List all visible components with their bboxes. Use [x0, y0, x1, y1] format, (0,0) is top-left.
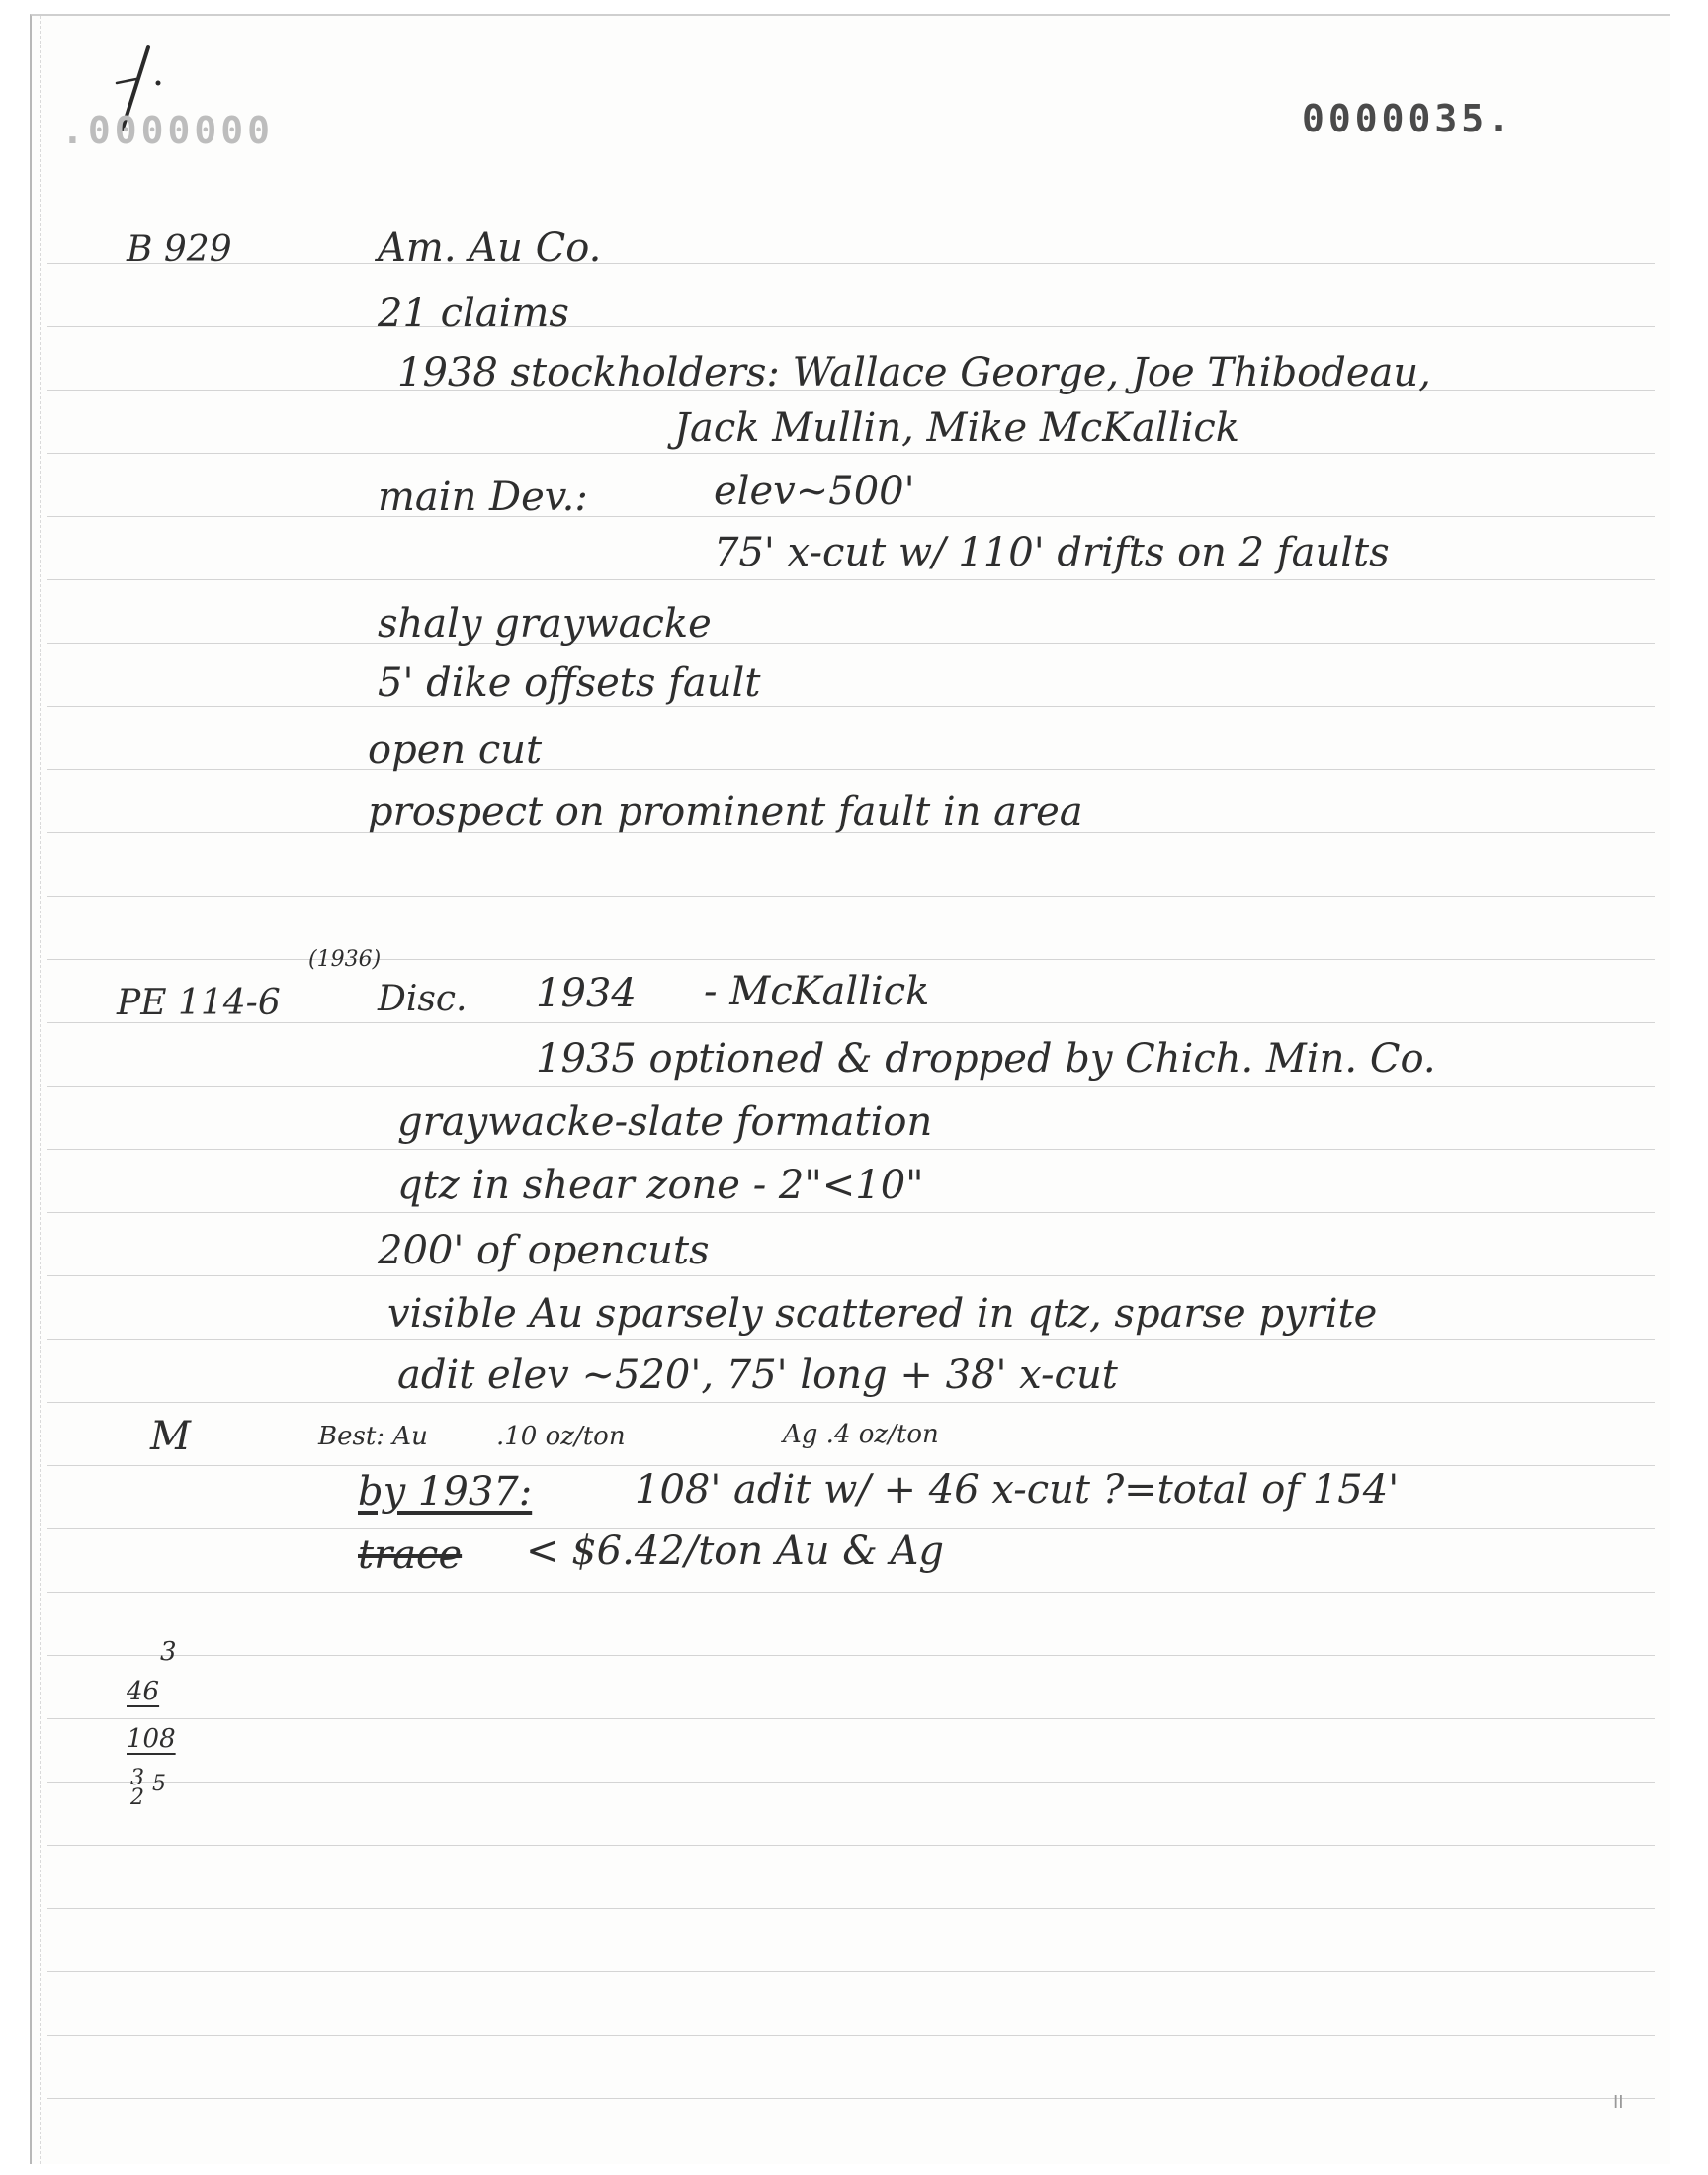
- entry2-best-ag: Ag .4 oz/ton: [783, 1420, 939, 1449]
- entry2-visible: visible Au sparsely scattered in qtz, sparse pyrite: [387, 1291, 1378, 1337]
- entry2-adit: adit elev ~520', 75' long + 38' x-cut: [397, 1352, 1118, 1398]
- scratch-46: 46: [127, 1677, 160, 1706]
- ruled-line: [47, 1022, 1655, 1023]
- ruled-line: [47, 643, 1655, 644]
- entry2-id-year: (1936): [308, 947, 382, 972]
- entry2-margin-mark: M: [150, 1414, 191, 1459]
- entry2-formation: graywacke-slate formation: [397, 1099, 933, 1145]
- ruled-line: [47, 326, 1655, 327]
- entry2-disc-by: - McKallick: [704, 969, 930, 1014]
- ruled-line: [47, 1845, 1655, 1846]
- ruled-line: [47, 1212, 1655, 1213]
- entry2-trace: trace: [358, 1532, 463, 1578]
- entry2-qtz: qtz in shear zone - 2"<10": [397, 1163, 924, 1208]
- entry1-main-dev-elev: elev~500': [714, 469, 915, 514]
- scratch-5: 5: [152, 1772, 166, 1796]
- entry1-geology-4: prospect on prominent fault in area: [368, 789, 1083, 834]
- entry1-stockholders-line2: Jack Mullin, Mike McKallick: [674, 405, 1240, 451]
- page-margin-line: [40, 16, 41, 2164]
- ruled-line: [47, 1339, 1655, 1340]
- entry1-company: Am. Au Co.: [378, 225, 602, 271]
- entry2-disc-label: Disc.: [378, 979, 468, 1019]
- ruled-line: [47, 2098, 1655, 2099]
- entry2-trace-value: < $6.42/ton Au & Ag: [526, 1528, 945, 1574]
- ruled-line: [47, 1592, 1655, 1593]
- notebook-page: [30, 14, 1670, 2164]
- ruled-line: [47, 959, 1655, 960]
- scratch-108: 108: [127, 1724, 176, 1754]
- entry1-claims: 21 claims: [378, 291, 569, 336]
- entry2-best-au: .10 oz/ton: [496, 1422, 626, 1451]
- entry1-geology-1: shaly graywacke: [378, 601, 712, 647]
- entry1-geology-3: open cut: [368, 728, 543, 773]
- page-stamp-number: 0000035.: [1302, 97, 1515, 140]
- ruled-line: [47, 1971, 1655, 1972]
- corner-mark: II: [1613, 2092, 1624, 2113]
- entry2-by-detail: 108' adit w/ + 46 x-cut ?=total of 154': [635, 1467, 1400, 1513]
- entry1-main-dev-label: main Dev.:: [378, 475, 588, 520]
- ruled-line: [47, 769, 1655, 770]
- entry1-main-dev-detail: 75' x-cut w/ 110' drifts on 2 faults: [714, 530, 1390, 575]
- entry2-opencuts: 200' of opencuts: [378, 1228, 710, 1273]
- entry2-id: PE 114-6: [117, 983, 281, 1023]
- ruled-line: [47, 2035, 1655, 2036]
- scratch-three: 3: [160, 1637, 177, 1667]
- entry2-disc-year: 1934: [536, 971, 637, 1016]
- ruled-line: [47, 1149, 1655, 1150]
- ruled-line: [47, 1782, 1655, 1783]
- ruled-line: [47, 1275, 1655, 1276]
- ruled-line: [47, 263, 1655, 264]
- entry2-optioned: 1935 optioned & dropped by Chich. Min. Co.: [536, 1036, 1436, 1082]
- scratch-2: 2: [130, 1785, 144, 1810]
- entry1-geology-2: 5' dike offsets fault: [378, 660, 761, 706]
- entry2-best-label: Best: Au: [318, 1422, 428, 1451]
- entry2-by-year: by 1937:: [358, 1469, 533, 1515]
- ruled-line: [47, 896, 1655, 897]
- ruled-line: [47, 516, 1655, 517]
- ruled-line: [47, 1465, 1655, 1466]
- ruled-line: [47, 1908, 1655, 1909]
- ruled-line: [47, 1402, 1655, 1403]
- ruled-line: [47, 1086, 1655, 1087]
- ruled-line: [47, 1718, 1655, 1719]
- entry1-id: B 929: [127, 229, 232, 270]
- entry1-stockholders-line1: 1938 stockholders: Wallace George, Joe Thibodeau,: [397, 350, 1431, 395]
- ruled-line: [47, 706, 1655, 707]
- faded-stamp-number: .0000000: [61, 109, 275, 152]
- ruled-line: [47, 1655, 1655, 1656]
- ruled-line: [47, 579, 1655, 580]
- ruled-line: [47, 453, 1655, 454]
- scratch-3: 3: [130, 1766, 144, 1790]
